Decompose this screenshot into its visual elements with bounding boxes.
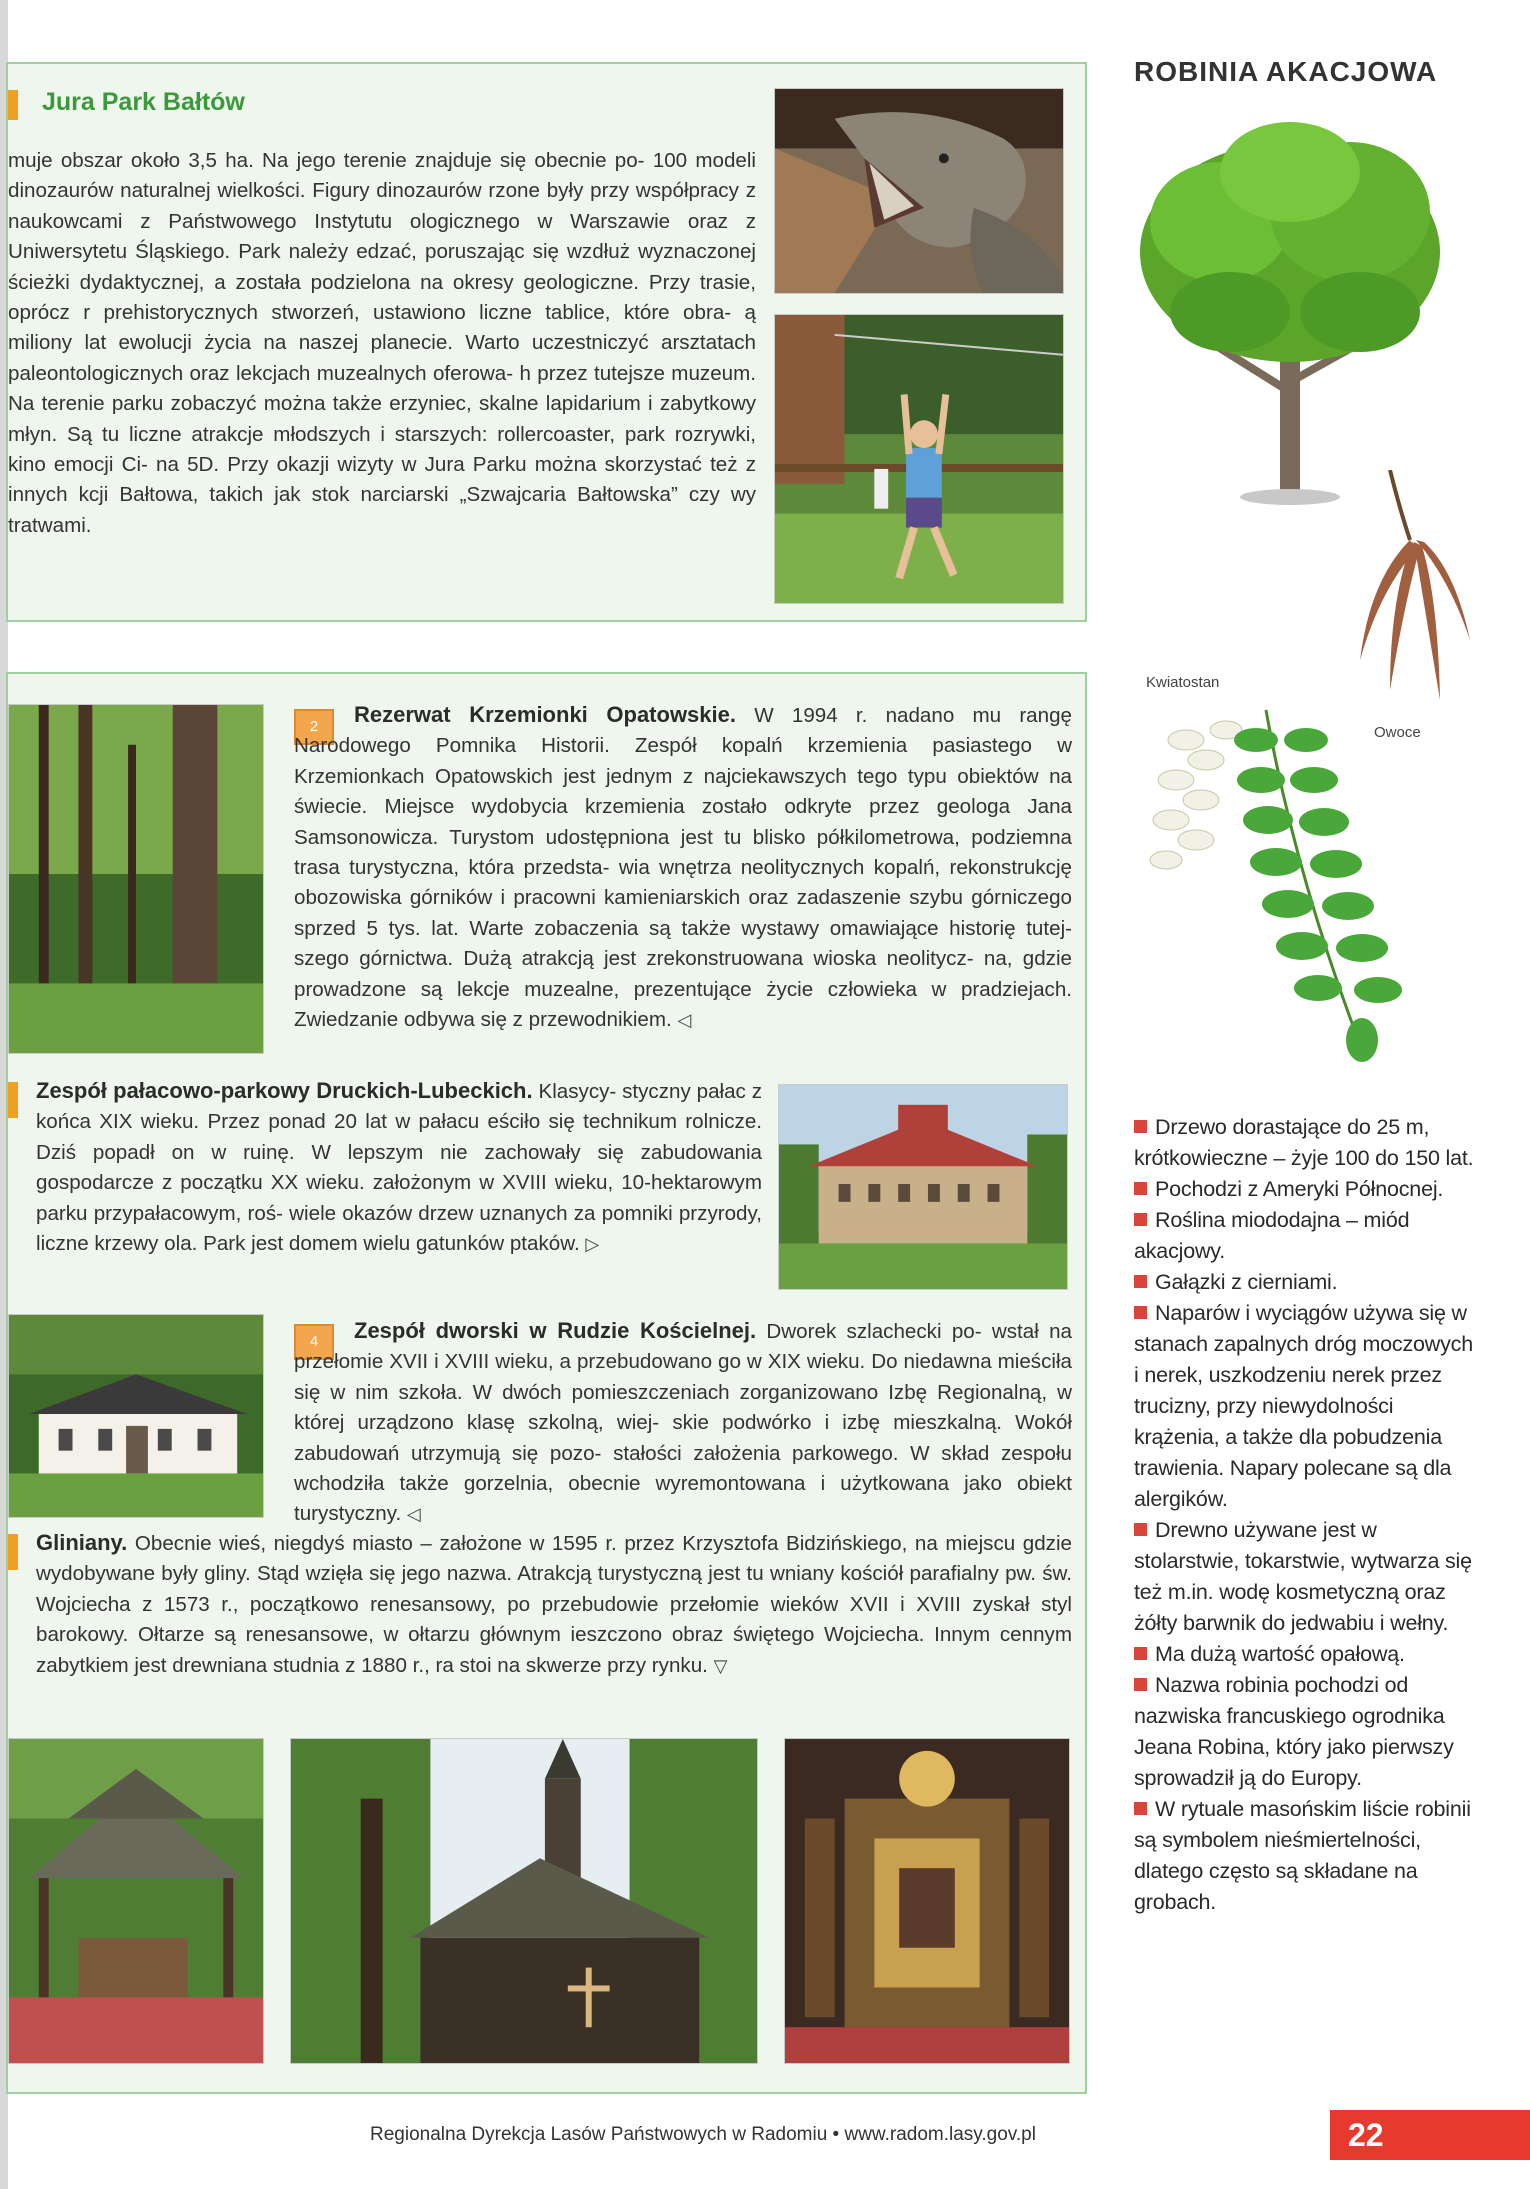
tree-fact <box>1134 1205 1474 1267</box>
tree-fact <box>1134 1298 1474 1515</box>
ruda-text <box>294 1316 1072 1526</box>
tree-fact <box>1134 1112 1474 1174</box>
tree-fact <box>1134 1639 1474 1670</box>
wooden-well-photo <box>8 1738 264 2064</box>
footer-credits: Regionalna Dyrekcja Lasów Państwowych w Radomiu • www.radom.lasy.gov.pl <box>370 2124 1036 2145</box>
section-marker <box>8 1534 18 1570</box>
krzemionki-body: W 1994 r. nadano mu rangę Narodowego Pomnika Historii. Zespół kopalń krzemienia pasiastego w Krzemionkach Opatowskich jest jednym z najciekawszych tego typu obiektów na świecie. Miejsce wydobycia krzemienia zostało odkryte przez geologa Jana Samsonowicza. Turystom udostępniona jest tu blisko półkilometrowa, podziemna trasa turystyczna, która przedsta- wia wnętrza neolitycznych kopalń, rekonstrukcję obozowiska górników i pracowni kamieniarskich oraz zadaszenie szybu górniczego sprzed 5 tys. lat. Warte zobaczenia są także wystawy omawiające historię tutej- szego górnictwa. Dużą atrakcją jest zrekonstruowana wioska neolitycz- na, gdzie prowadzone są lekcje muzealne, prezentujące życie człowieka w pradziejach. Zwiedzanie odbywa się z przewodnikiem. <box>294 704 1072 1032</box>
red-square-bullet-icon <box>1134 1182 1147 1195</box>
tree-fact-text: Drzewo dorastające do 25 m, krótkowieczne – żyje 100 do 150 lat. <box>1134 1115 1474 1170</box>
tree-fact-text: Drewno używane jest w stolarstwie, tokarstwie, wytwarza się też m.in. wodę kosmetyczną oraz żółty barwnik do jedwabiu i wełny. <box>1134 1518 1472 1635</box>
section-marker <box>8 1082 18 1118</box>
robinia-tree-illustration <box>1130 112 1470 512</box>
robinia-leaf-illustration <box>1146 700 1446 1070</box>
continue-arrow-icon: ▽ <box>713 1655 728 1676</box>
krzemionki-text <box>294 700 1072 1060</box>
druckich-body: Klasycy- styczny pałac z końca XIX wieku. Przez ponad 20 lat w pałacu eściło się technikum rolnicze. Dziś popadł on w ruinę. W lepszym nie zachowały się zabudowania gospodarcze z początku XX wieku. założonym w XVIII wieku, 10-hektarowym parku przypałacowym, roś- wiele okazów drzew uznanych za pomniki przyrody, liczne krzewy ola. Park jest domem wielu gatunków ptaków. <box>36 1080 762 1256</box>
jura-park-text <box>8 146 756 606</box>
continue-arrow-icon: ◁ <box>406 1504 421 1525</box>
tree-facts-list <box>1134 1112 1474 1918</box>
red-square-bullet-icon <box>1134 1802 1147 1815</box>
tree-fact <box>1134 1670 1474 1794</box>
forest-photo <box>8 704 264 1054</box>
red-square-bullet-icon <box>1134 1120 1147 1133</box>
red-square-bullet-icon <box>1134 1306 1147 1319</box>
gliniany-body: Obecnie wieś, niegdyś miasto – założone w 1595 r. przez Krzysztofa Bidzińskiego, na miejscu gdzie wydobywane były gliny. Stąd wzięła się jego nazwa. Atrakcją turystyczną jest tu wniany kościół parafialny pw. św. Wojciecha z 1573 r., początkowo renesansowy, po przebudowie przełomie wieków XVII i XVIII zyskał styl barokowy. Ołtarze są renesansowe, w ołtarzu głównym ieszczono obraz świętego Wojciecha. Innym cennym zabytkiem jest drewniana studnia z 1880 r., ra stoi na skwerze przy rynku. <box>36 1532 1072 1677</box>
flower-label: Kwiatostan <box>1146 674 1220 691</box>
fruit-label: Owoce <box>1374 724 1421 741</box>
dinosaur-photo <box>774 88 1064 294</box>
druckich-text <box>36 1076 762 1296</box>
krzemionki-title: Rezerwat Krzemionki Opatowskie. <box>354 702 736 727</box>
red-square-bullet-icon <box>1134 1275 1147 1288</box>
gliniany-title: Gliniany. <box>36 1530 128 1555</box>
robinia-pods-illustration <box>1330 470 1480 720</box>
tree-fact-text: Naparów i wyciągów używa się w stanach zapalnych dróg moczowych i nerek, uszkodzeniu nerek przez trucizny, przy niewydolności krążenia, a także dla pobudzenia trawienia. Napary polecane są dla alergików. <box>1134 1301 1473 1511</box>
tree-fact-text: Nazwa robinia pochodzi od nazwiska francuskiego ogrodnika Jeana Robina, który jako pierwszy sprowadził ją do Europy. <box>1134 1673 1454 1790</box>
continue-arrow-icon: ▷ <box>585 1234 600 1255</box>
red-square-bullet-icon <box>1134 1523 1147 1536</box>
attractions-box <box>6 672 1087 2094</box>
red-square-bullet-icon <box>1134 1678 1147 1691</box>
tree-fact <box>1134 1267 1474 1298</box>
attraction-number-badge: 2 <box>294 709 334 745</box>
attraction-number-badge: 4 <box>294 1324 334 1360</box>
ruda-body: Dworek szlachecki po- wstał na przełomie XVII i XVIII wieku, a przebudowano go w XIX wieku. Do niedawna mieściła się w nim szkoła. W dwóch pomieszczeniach zorganizowano Izbę Regionalną, w której urządzono klasę szkolną, wiej- skie podwórko i izbę mieszkalną. Wokół zabudowań utrzymują się pozo- stałości założenia parkowego. W skład zespołu wchodziła także gorzelnia, obecnie wyremontowana i użytkowana jako obiekt turystyczny. <box>294 1320 1072 1526</box>
rope-park-photo <box>774 314 1064 604</box>
jura-park-box <box>6 62 1087 622</box>
section-marker <box>8 90 18 120</box>
tree-fact <box>1134 1515 1474 1639</box>
jura-park-title: Jura Park Bałtów <box>42 88 245 116</box>
tree-fact-text: Ma dużą wartość opałową. <box>1155 1642 1405 1666</box>
continue-arrow-icon: ◁ <box>677 1010 692 1031</box>
manor-photo <box>8 1314 264 1518</box>
gliniany-text <box>36 1528 1072 1718</box>
tree-fact-text: W rytuale masońskim liście robinii są symbolem nieśmiertelności, dlatego często są składane na grobach. <box>1134 1797 1471 1914</box>
ruda-title: Zespół dworski w Rudzie Kościelnej. <box>354 1318 757 1343</box>
church-altar-photo <box>784 1738 1070 2064</box>
tree-fact-text: Pochodzi z Ameryki Północnej. <box>1155 1177 1444 1201</box>
tree-fact-text: Roślina miododajna – miód akacjowy. <box>1134 1208 1410 1263</box>
tree-fact <box>1134 1174 1474 1205</box>
red-square-bullet-icon <box>1134 1213 1147 1226</box>
red-square-bullet-icon <box>1134 1647 1147 1660</box>
page-number: 22 <box>1330 2110 1530 2160</box>
tree-fact-text: Gałązki z cierniami. <box>1155 1270 1338 1294</box>
palace-photo <box>778 1084 1068 1290</box>
tree-fact <box>1134 1794 1474 1918</box>
wooden-church-photo <box>290 1738 758 2064</box>
tree-title: ROBINIA AKACJOWA <box>1134 56 1438 87</box>
druckich-title: Zespół pałacowo-parkowy Druckich-Lubeckich. <box>36 1078 533 1103</box>
jura-park-body: muje obszar około 3,5 ha. Na jego terenie znajduje się obecnie po- 100 modeli dinozaurów naturalnej wielkości. Figury dinozaurów rzone były przy współpracy z naukowcami z Państwowego Instytutu ologicznego w Warszawie oraz z Uniwersytetu Śląskiego. Park należy edzać, poruszając się wzdłuż wyznaczonej ścieżki dydaktycznej, a została podzielona na okresy geologiczne. Przy trasie, oprócz r prehistorycznych stworzeń, ustawiono liczne tablice, które obra- ą miliony lat ewolucji życia na naszej planecie. Warto uczestniczyć arsztatach paleontologicznych oraz lekcjach muzealnych oferowa- h przez tutejsze muzeum. Na terenie parku zobaczyć można także erzyniec, skalne lapidarium i zabytkowy młyn. Są tu liczne atrakcje młodszych i starszych: rollercoaster, park rozrywki, kino emocji Ci- na 5D. Przy okazji wizyty w Jura Parku można skorzystać też z innych kcji Bałtowa, takich jak stok narciarski „Szwajcaria Bałtowska” czy wy tratwami. <box>8 149 756 537</box>
